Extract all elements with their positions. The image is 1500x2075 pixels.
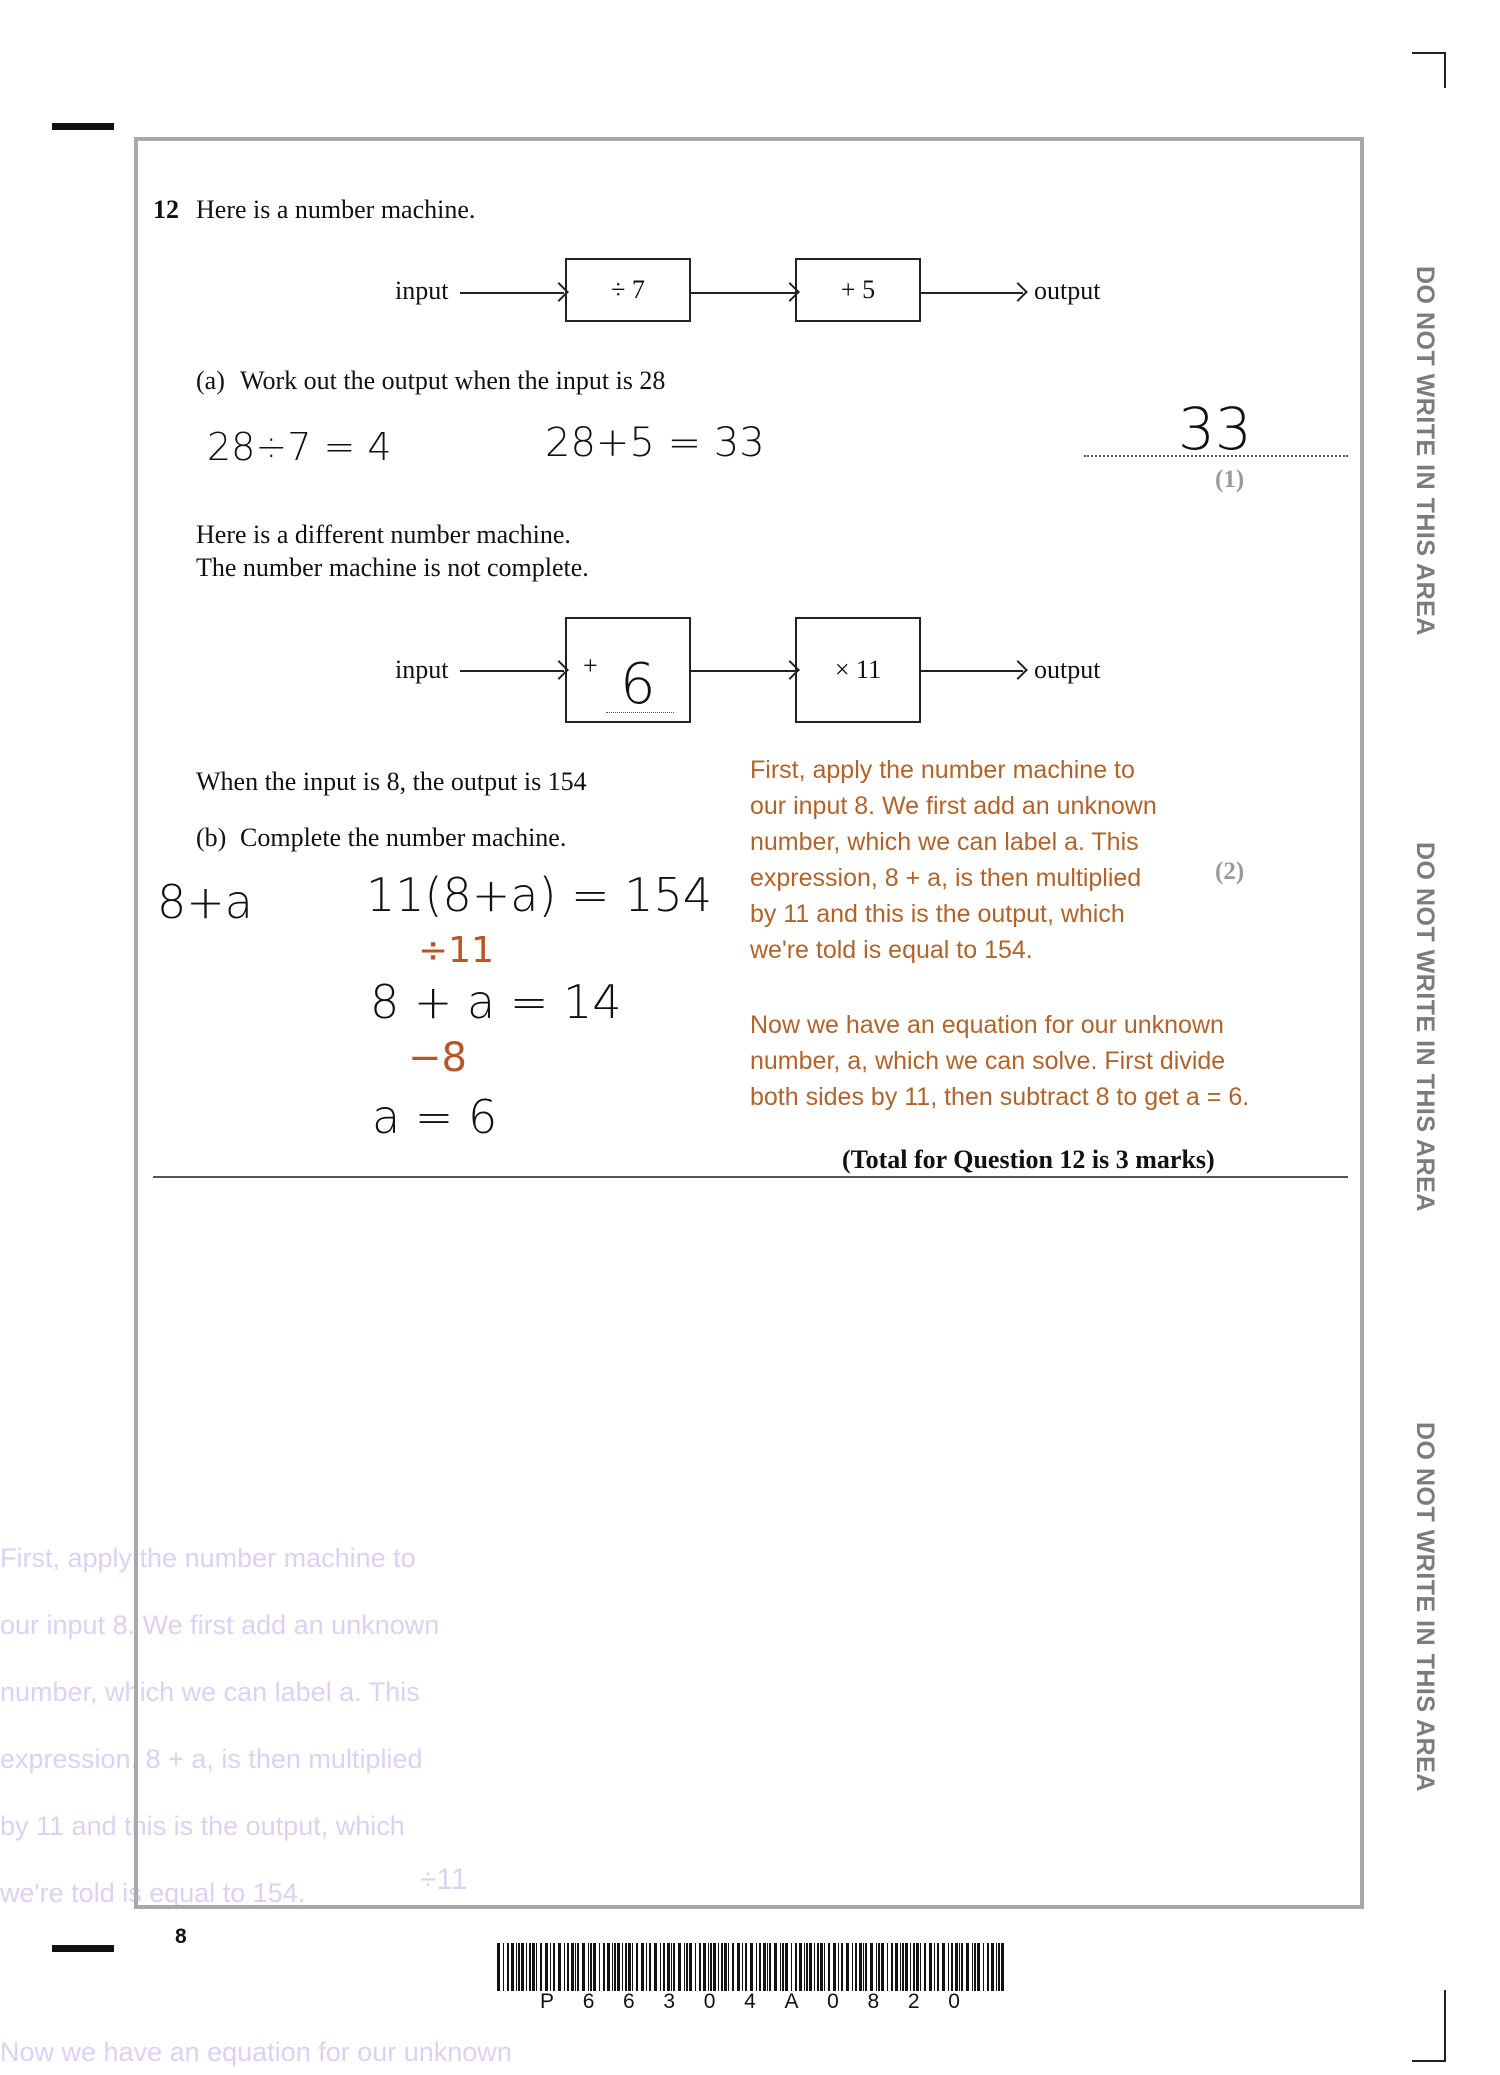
barcode-bar bbox=[663, 1943, 665, 1991]
barcode-bar bbox=[951, 1943, 953, 1991]
barcode-bar bbox=[599, 1943, 600, 1991]
barcode-char: 8 bbox=[867, 1990, 880, 2013]
crop-mark-top-v bbox=[1444, 52, 1446, 88]
barcode-bar bbox=[841, 1943, 843, 1991]
barcode-bar bbox=[859, 1943, 862, 1991]
barcode-bar bbox=[991, 1943, 994, 1991]
barcode-bar bbox=[806, 1943, 808, 1991]
barcode-char: 6 bbox=[582, 1990, 595, 2013]
barcode-bar bbox=[518, 1943, 520, 1991]
barcode-bar bbox=[732, 1943, 734, 1991]
part-b-work-5: −8 bbox=[408, 1035, 467, 1081]
barcode-bar bbox=[913, 1943, 915, 1991]
machine2-box-multiply: × 11 bbox=[795, 617, 921, 723]
barcode-bar bbox=[540, 1943, 542, 1991]
barcode-bar bbox=[646, 1943, 647, 1991]
barcode-bar bbox=[628, 1943, 631, 1991]
barcode-bar bbox=[756, 1943, 757, 1991]
part-a-label: (a) bbox=[196, 366, 225, 395]
barcode-bar bbox=[553, 1943, 555, 1991]
part-a-text: Work out the output when the input is 28 bbox=[240, 366, 666, 395]
barcode-bar bbox=[838, 1943, 839, 1991]
machine2-output-label: output bbox=[1034, 655, 1101, 684]
barcode-bar bbox=[878, 1943, 880, 1991]
barcode-bar bbox=[934, 1943, 935, 1991]
barcode-bar bbox=[667, 1943, 670, 1991]
barcode-bar bbox=[833, 1943, 836, 1991]
barcode-bar bbox=[920, 1943, 921, 1991]
question-number: 12 bbox=[153, 195, 179, 224]
barcode-bar bbox=[972, 1943, 973, 1991]
barcode-bar bbox=[966, 1943, 969, 1991]
barcode-bar bbox=[612, 1943, 613, 1991]
margin-bar-top bbox=[52, 123, 114, 130]
barcode-bar bbox=[641, 1943, 644, 1991]
barcode-bar bbox=[678, 1943, 681, 1991]
barcode-bar bbox=[567, 1943, 569, 1991]
barcode-bar bbox=[590, 1943, 592, 1991]
barcode-bar bbox=[516, 1943, 517, 1991]
barcode-bar bbox=[961, 1943, 963, 1991]
bleed-through-text: First, apply the number machine to our input 8. We first add an unknown number, which we can label a. This expression, 8 + a, is then multiplied by 11 and this is the output, which we're told is equal to 154. bbox=[0, 1543, 440, 1908]
bleed-through-text-bottom: Now we have an equation for our unknown bbox=[0, 2037, 512, 2067]
barcode-bar bbox=[545, 1943, 548, 1991]
barcode-bar bbox=[774, 1943, 777, 1991]
barcode-char: 3 bbox=[663, 1990, 676, 2013]
barcode-bar bbox=[814, 1943, 815, 1991]
machine2-arrow-1 bbox=[460, 670, 564, 672]
barcode-bar bbox=[671, 1943, 672, 1991]
barcode-bar bbox=[910, 1943, 911, 1991]
part-b-work-1: 8+a bbox=[157, 875, 253, 929]
barcode-bar bbox=[529, 1943, 531, 1991]
barcode-bar bbox=[503, 1943, 504, 1991]
barcode-bar bbox=[977, 1943, 980, 1991]
barcode-bar bbox=[617, 1943, 620, 1991]
barcode-bar bbox=[870, 1943, 873, 1991]
barcode-char: 6 bbox=[623, 1990, 635, 2013]
machine2-plus-sign: + bbox=[583, 651, 598, 680]
barcode-bar bbox=[710, 1943, 712, 1991]
barcode-bar bbox=[550, 1943, 551, 1991]
barcode-bar bbox=[689, 1943, 692, 1991]
barcode-bar bbox=[900, 1943, 901, 1991]
barcode-bar bbox=[759, 1943, 761, 1991]
machine2-answer-6: 6 bbox=[620, 652, 656, 717]
bleed-through-mark: ÷11 bbox=[420, 1863, 468, 1896]
barcode-bar bbox=[998, 1943, 1000, 1991]
barcode-bar bbox=[536, 1943, 537, 1991]
barcode-bar bbox=[996, 1943, 997, 1991]
barcode-bar bbox=[983, 1943, 984, 1991]
part-b-work-3: ÷11 bbox=[418, 930, 494, 971]
barcode-char: 0 bbox=[948, 1990, 960, 2013]
part-b-work-6: a = 6 bbox=[372, 1090, 498, 1144]
barcode-bar bbox=[769, 1943, 771, 1991]
question-total: (Total for Question 12 is 3 marks) bbox=[842, 1145, 1215, 1174]
barcode-bar bbox=[654, 1943, 657, 1991]
crop-mark-bottom-h bbox=[1412, 2060, 1446, 2062]
barcode-bar bbox=[742, 1943, 743, 1991]
barcode-bar bbox=[721, 1943, 723, 1991]
barcode-char: A bbox=[784, 1990, 799, 2013]
question-end-rule bbox=[153, 1176, 1348, 1178]
barcode-bar bbox=[575, 1943, 576, 1991]
margin-notice-3: DO NOT WRITE IN THIS AREA bbox=[1411, 1422, 1439, 1792]
barcode-bar bbox=[887, 1943, 888, 1991]
barcode-bar bbox=[902, 1943, 904, 1991]
barcode bbox=[497, 1943, 1005, 1991]
barcode-bar bbox=[828, 1943, 830, 1991]
barcode-bar bbox=[795, 1943, 797, 1991]
part-b-work-2: 11(8+a) = 154 bbox=[366, 868, 713, 922]
machine2-arrow-2 bbox=[691, 670, 795, 672]
barcode-bar bbox=[959, 1943, 960, 1991]
margin-notice-2: DO NOT WRITE IN THIS AREA bbox=[1411, 842, 1439, 1212]
barcode-bar bbox=[767, 1943, 768, 1991]
barcode-bar bbox=[660, 1943, 661, 1991]
barcode-bar bbox=[507, 1943, 509, 1991]
part-b-work-4: 8 + a = 14 bbox=[370, 975, 622, 1029]
barcode-bar bbox=[603, 1943, 605, 1991]
margin-notice-1: DO NOT WRITE IN THIS AREA bbox=[1411, 266, 1439, 636]
part-a-working-2: 28+5 = 33 bbox=[545, 420, 765, 466]
barcode-bar bbox=[799, 1943, 802, 1991]
barcode-bar bbox=[737, 1943, 740, 1991]
barcode-bar bbox=[713, 1943, 716, 1991]
barcode-bar bbox=[929, 1943, 932, 1991]
explanation-part-1: First, apply the number machine to our input 8. We first add an unknown number, which we can label a. This expression, 8 + a, is then multiplied by 11 and this is the output, which we're told is equal to 154. bbox=[750, 756, 1157, 964]
barcode-bar bbox=[622, 1943, 623, 1991]
part-a-marks: (1) bbox=[1215, 466, 1245, 493]
part-b-text: Complete the number machine. bbox=[240, 823, 567, 852]
barcode-bar bbox=[937, 1943, 939, 1991]
barcode-bar bbox=[987, 1943, 989, 1991]
barcode-bar bbox=[511, 1943, 514, 1991]
barcode-char: 4 bbox=[744, 1990, 756, 2013]
barcode-bar bbox=[684, 1943, 685, 1991]
barcode-bar bbox=[881, 1943, 884, 1991]
crop-mark-top-h bbox=[1412, 52, 1446, 54]
machine1-output-label: output bbox=[1034, 276, 1101, 305]
barcode-bar bbox=[593, 1943, 596, 1991]
barcode-bar bbox=[588, 1943, 589, 1991]
barcode-bar bbox=[532, 1943, 535, 1991]
part-b-label: (b) bbox=[196, 823, 227, 852]
barcode-bar bbox=[855, 1943, 857, 1991]
barcode-bar bbox=[607, 1943, 610, 1991]
barcode-bar bbox=[865, 1943, 867, 1991]
different-machine-text-2: The number machine is not complete. bbox=[196, 553, 589, 582]
crop-mark-bottom-v bbox=[1444, 1990, 1446, 2062]
machine1-arrow-3 bbox=[921, 292, 1023, 294]
barcode-bar bbox=[632, 1943, 633, 1991]
page-number: 8 bbox=[175, 1925, 187, 1948]
barcode-text bbox=[540, 1990, 960, 2014]
barcode-bar bbox=[724, 1943, 727, 1991]
barcode-bar bbox=[876, 1943, 877, 1991]
barcode-bar bbox=[824, 1943, 825, 1991]
barcode-bar bbox=[924, 1943, 926, 1991]
part-a-answer: 33 bbox=[1178, 395, 1252, 463]
barcode-char: 0 bbox=[827, 1990, 839, 2013]
barcode-bar bbox=[809, 1943, 812, 1991]
question-intro: Here is a number machine. bbox=[196, 195, 476, 224]
barcode-bar bbox=[636, 1943, 638, 1991]
barcode-bar bbox=[780, 1943, 781, 1991]
barcode-bar bbox=[728, 1943, 729, 1991]
barcode-bar bbox=[649, 1943, 651, 1991]
barcode-bar bbox=[852, 1943, 853, 1991]
barcode-bar bbox=[785, 1943, 788, 1991]
barcode-bar bbox=[782, 1943, 784, 1991]
barcode-bar bbox=[582, 1943, 585, 1991]
barcode-bar bbox=[745, 1943, 747, 1991]
different-machine-text-1: Here is a different number machine. bbox=[196, 520, 571, 549]
machine1-box-add: + 5 bbox=[795, 258, 921, 322]
barcode-bar bbox=[695, 1943, 696, 1991]
barcode-bar bbox=[614, 1943, 616, 1991]
barcode-bar bbox=[1001, 1943, 1004, 1991]
barcode-bar bbox=[577, 1943, 579, 1991]
explanation-part-2: Now we have an equation for our unknown number, a, which we can solve. First divide both sides by 11, then subtract 8 to get a = 6. bbox=[750, 1011, 1250, 1111]
barcode-bar bbox=[703, 1943, 706, 1991]
given-statement: When the input is 8, the output is 154 bbox=[196, 767, 587, 796]
barcode-bar bbox=[564, 1943, 565, 1991]
barcode-bar bbox=[955, 1943, 958, 1991]
barcode-bar bbox=[558, 1943, 561, 1991]
barcode-bar bbox=[625, 1943, 627, 1991]
margin-bar-bottom bbox=[52, 1945, 114, 1952]
machine1-box-divide: ÷ 7 bbox=[565, 258, 691, 322]
barcode-bar bbox=[804, 1943, 805, 1991]
barcode-bar bbox=[673, 1943, 675, 1991]
machine1-arrow-1 bbox=[460, 292, 564, 294]
part-b-marks: (2) bbox=[1215, 858, 1245, 885]
barcode-bar bbox=[948, 1943, 949, 1991]
barcode-char: 0 bbox=[703, 1990, 716, 2013]
barcode-bar bbox=[699, 1943, 701, 1991]
part-a-answer-line bbox=[1084, 455, 1348, 457]
barcode-bar bbox=[891, 1943, 893, 1991]
machine2-arrow-3 bbox=[921, 670, 1023, 672]
barcode-bar bbox=[942, 1943, 945, 1991]
barcode-bar bbox=[820, 1943, 823, 1991]
barcode-bar bbox=[905, 1943, 908, 1991]
barcode-char: P bbox=[540, 1990, 555, 2013]
barcode-bar bbox=[526, 1943, 527, 1991]
barcode-bar bbox=[974, 1943, 976, 1991]
barcode-bar bbox=[916, 1943, 919, 1991]
machine1-input-label: input bbox=[395, 276, 449, 305]
barcode-bar bbox=[750, 1943, 753, 1991]
barcode-bar bbox=[863, 1943, 864, 1991]
barcode-bar bbox=[571, 1943, 574, 1991]
barcode-bar bbox=[895, 1943, 898, 1991]
machine2-input-label: input bbox=[395, 655, 449, 684]
barcode-bar bbox=[708, 1943, 709, 1991]
barcode-bar bbox=[497, 1943, 500, 1991]
barcode-bar bbox=[718, 1943, 719, 1991]
barcode-bar bbox=[686, 1943, 688, 1991]
barcode-char: 2 bbox=[907, 1990, 920, 2013]
barcode-bar bbox=[763, 1943, 766, 1991]
barcode-bar bbox=[846, 1943, 849, 1991]
barcode-bar bbox=[521, 1943, 524, 1991]
machine1-arrow-2 bbox=[691, 292, 795, 294]
barcode-bar bbox=[817, 1943, 819, 1991]
part-a-working-1: 28÷7 = 4 bbox=[207, 425, 392, 469]
barcode-bar bbox=[791, 1943, 792, 1991]
machine2-answer-line bbox=[606, 712, 674, 713]
